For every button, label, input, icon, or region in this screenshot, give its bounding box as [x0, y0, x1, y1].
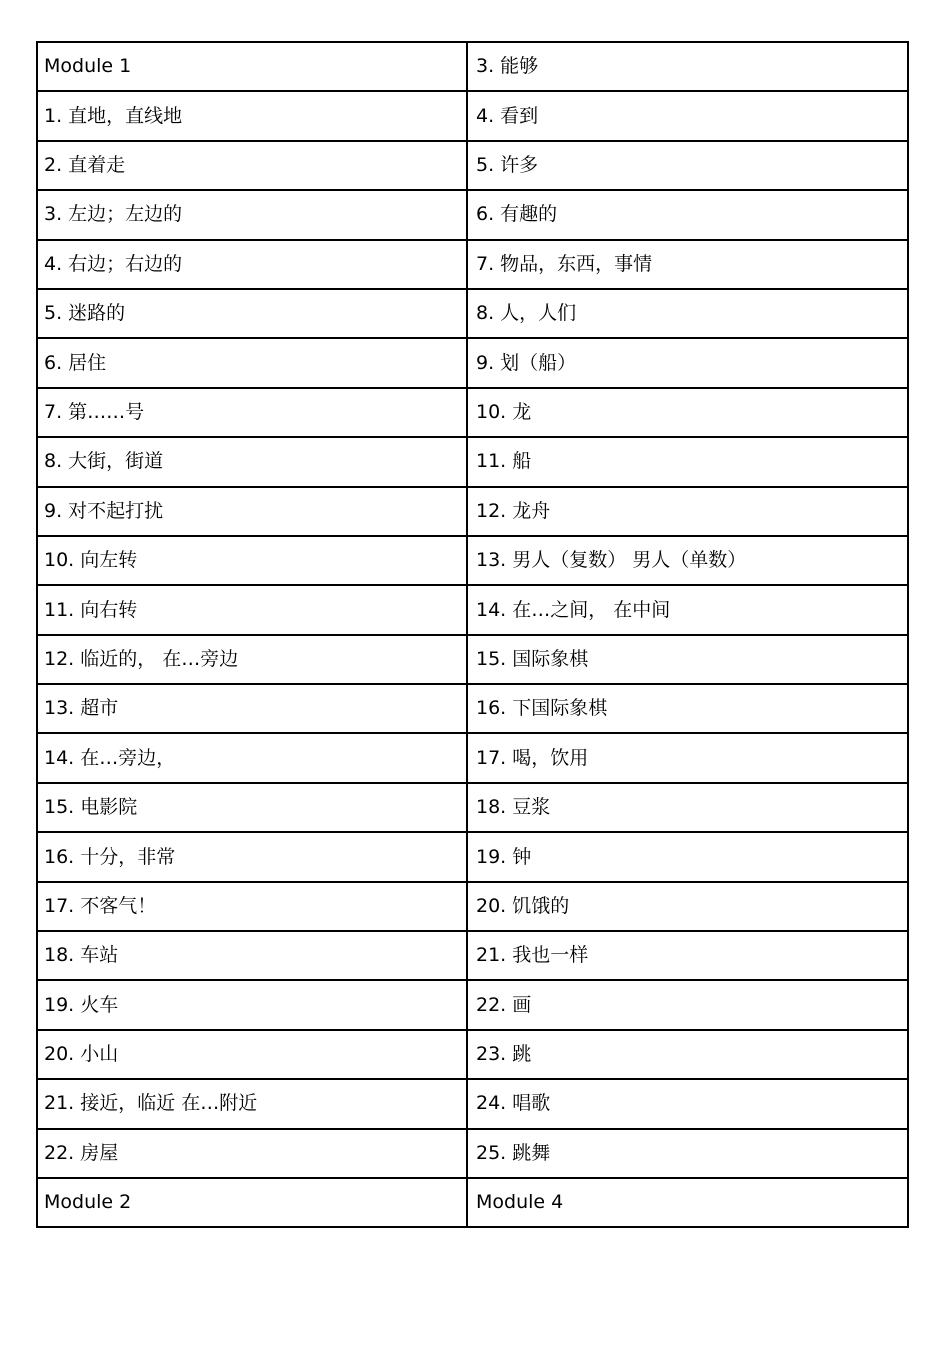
- table-row: [37, 931, 908, 980]
- row-14-left-cell: 13. 超市: [37, 684, 467, 733]
- row-22-right-cell: 24. 唱歌: [467, 1079, 908, 1128]
- row-11-right-cell: 13. 男人（复数） 男人（单数）: [467, 536, 908, 585]
- table-row: [37, 338, 908, 387]
- row-08-left-cell: 7. 第……号: [37, 388, 467, 437]
- row-06-left-cell: 5. 迷路的: [37, 289, 467, 338]
- row-02-right-cell: 4. 看到: [467, 91, 908, 140]
- row-18-left-cell: 17. 不客气！: [37, 882, 467, 931]
- row-13-right-cell: 15. 国际象棋: [467, 635, 908, 684]
- row-05-left-cell: 4. 右边；右边的: [37, 240, 467, 289]
- row-15-right-cell: 17. 喝，饮用: [467, 733, 908, 782]
- row-01-left-cell: Module 1: [37, 42, 467, 91]
- table-row: [37, 1178, 908, 1227]
- table-row: [37, 536, 908, 585]
- row-23-right-cell: 25. 跳舞: [467, 1129, 908, 1178]
- table-row: [37, 832, 908, 881]
- row-16-right-cell: 18. 豆浆: [467, 783, 908, 832]
- table-row: [37, 1079, 908, 1128]
- table-row: [37, 42, 908, 91]
- table-row: [37, 882, 908, 931]
- row-06-right-cell: 8. 人，人们: [467, 289, 908, 338]
- table-row: [37, 190, 908, 239]
- row-24-left-cell: Module 2: [37, 1178, 467, 1227]
- row-11-left-cell: 10. 向左转: [37, 536, 467, 585]
- vocabulary-table-body: [37, 42, 908, 1227]
- table-row: [37, 1030, 908, 1079]
- table-row: [37, 91, 908, 140]
- row-05-right-cell: 7. 物品，东西，事情: [467, 240, 908, 289]
- row-03-left-cell: 2. 直着走: [37, 141, 467, 190]
- row-22-left-cell: 21. 接近，临近 在…附近: [37, 1079, 467, 1128]
- row-04-left-cell: 3. 左边；左边的: [37, 190, 467, 239]
- row-09-right-cell: 11. 船: [467, 437, 908, 486]
- row-23-left-cell: 22. 房屋: [37, 1129, 467, 1178]
- table-row: [37, 487, 908, 536]
- row-20-left-cell: 19. 火车: [37, 980, 467, 1029]
- row-12-right-cell: 14. 在…之间， 在中间: [467, 585, 908, 634]
- table-row: [37, 980, 908, 1029]
- row-20-right-cell: 22. 画: [467, 980, 908, 1029]
- table-row: [37, 240, 908, 289]
- row-01-right-cell: 3. 能够: [467, 42, 908, 91]
- table-row: [37, 1129, 908, 1178]
- row-15-left-cell: 14. 在…旁边，: [37, 733, 467, 782]
- row-09-left-cell: 8. 大街，街道: [37, 437, 467, 486]
- table-row: [37, 684, 908, 733]
- row-12-left-cell: 11. 向右转: [37, 585, 467, 634]
- table-row: [37, 289, 908, 338]
- row-07-left-cell: 6. 居住: [37, 338, 467, 387]
- table-row: [37, 733, 908, 782]
- table-row: [37, 437, 908, 486]
- row-17-right-cell: 19. 钟: [467, 832, 908, 881]
- row-02-left-cell: 1. 直地，直线地: [37, 91, 467, 140]
- row-18-right-cell: 20. 饥饿的: [467, 882, 908, 931]
- vocabulary-table: [36, 41, 909, 1228]
- row-14-right-cell: 16. 下国际象棋: [467, 684, 908, 733]
- row-13-left-cell: 12. 临近的， 在…旁边: [37, 635, 467, 684]
- row-10-left-cell: 9. 对不起打扰: [37, 487, 467, 536]
- table-row: [37, 635, 908, 684]
- table-row: [37, 585, 908, 634]
- row-19-left-cell: 18. 车站: [37, 931, 467, 980]
- row-24-right-cell: Module 4: [467, 1178, 908, 1227]
- row-07-right-cell: 9. 划（船）: [467, 338, 908, 387]
- row-21-left-cell: 20. 小山: [37, 1030, 467, 1079]
- table-row: [37, 783, 908, 832]
- row-04-right-cell: 6. 有趣的: [467, 190, 908, 239]
- row-21-right-cell: 23. 跳: [467, 1030, 908, 1079]
- row-19-right-cell: 21. 我也一样: [467, 931, 908, 980]
- row-17-left-cell: 16. 十分，非常: [37, 832, 467, 881]
- row-03-right-cell: 5. 许多: [467, 141, 908, 190]
- table-row: [37, 388, 908, 437]
- row-16-left-cell: 15. 电影院: [37, 783, 467, 832]
- row-08-right-cell: 10. 龙: [467, 388, 908, 437]
- table-row: [37, 141, 908, 190]
- row-10-right-cell: 12. 龙舟: [467, 487, 908, 536]
